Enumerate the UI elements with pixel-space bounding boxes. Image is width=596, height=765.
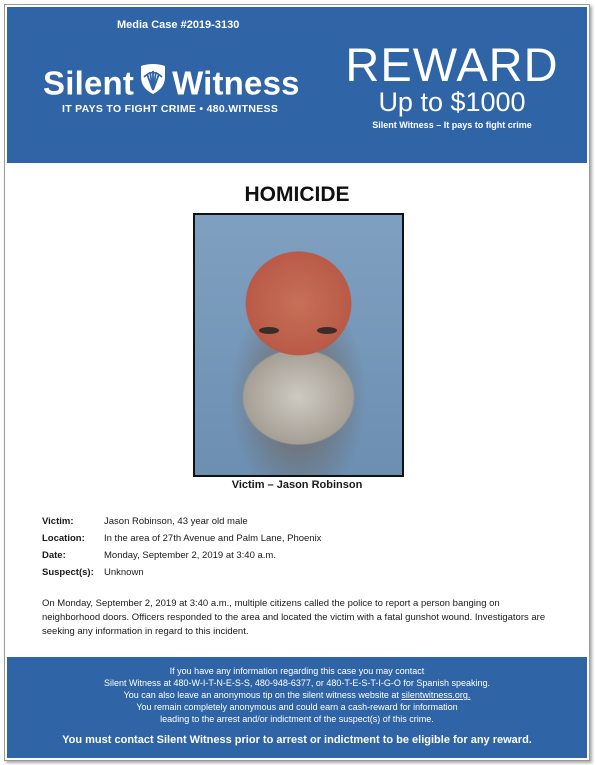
date-value: Monday, September 2, 2019 at 3:40 a.m. (104, 550, 276, 561)
footer-line-3-text: You can also leave an anonymous tip on the silent witness website at (123, 690, 402, 700)
detail-row-suspects (42, 564, 321, 581)
location-label: Location: (42, 533, 85, 544)
footer-banner (7, 657, 587, 758)
victim-photo (193, 213, 404, 477)
tagline: IT PAYS TO FIGHT CRIME • 480.WITNESS (62, 103, 279, 115)
case-details (42, 513, 321, 581)
logo-word-silent: Silent (43, 64, 135, 102)
incident-narrative: On Monday, September 2, 2019 at 3:40 a.m., multiple citizens called the police to report a person banging on neighborhood doors. Officers responded to the area and located the victim with a fatal gunshot wound. Investigators are seeking any information in regard to this incident. (42, 598, 546, 637)
footer-line-2: Silent Witness at 480-W-I-T-N-E-S-S, 480-948-6377, or 480-T-E-S-T-I-G-O for Spanish speaking. (104, 678, 490, 688)
website-link[interactable]: silentwitness.org. (401, 690, 471, 700)
location-value: In the area of 27th Avenue and Palm Lane, Phoenix (104, 533, 322, 544)
flyer-page (4, 4, 590, 761)
victim-label: Victim: (42, 516, 74, 527)
crime-type-heading: HOMICIDE (244, 183, 350, 206)
detail-row-location (42, 530, 321, 547)
footer-line-3 (7, 689, 587, 701)
suspects-label: Suspect(s): (42, 567, 94, 578)
date-label: Date: (42, 550, 66, 561)
detail-row-victim (42, 513, 321, 530)
suspects-value: Unknown (104, 567, 144, 578)
header-banner (7, 7, 587, 163)
photo-eyes (257, 327, 341, 337)
logo-word-witness: Witness (172, 64, 300, 102)
reward-subtitle: Silent Witness – It pays to fight crime (372, 120, 532, 130)
photo-caption: Victim – Jason Robinson (231, 479, 363, 491)
footer-line-5: leading to the arrest and/or indictment of the suspect(s) of this crime. (160, 714, 434, 724)
media-case-number: Media Case #2019-3130 (117, 19, 240, 31)
footer-line-1: If you have any information regarding this case you may contact (169, 666, 425, 676)
footer-line-4: You remain completely anonymous and could earn a cash-reward for information (136, 702, 458, 712)
shield-sunburst-icon (138, 63, 168, 103)
reward-heading: REWARD (345, 38, 559, 91)
footer-eligibility-notice: You must contact Silent Witness prior to arrest or indictment to be eligible for any reward. (62, 734, 532, 746)
reward-amount: Up to $1000 (378, 87, 526, 117)
victim-value: Jason Robinson, 43 year old male (104, 516, 248, 527)
detail-row-date (42, 547, 321, 564)
